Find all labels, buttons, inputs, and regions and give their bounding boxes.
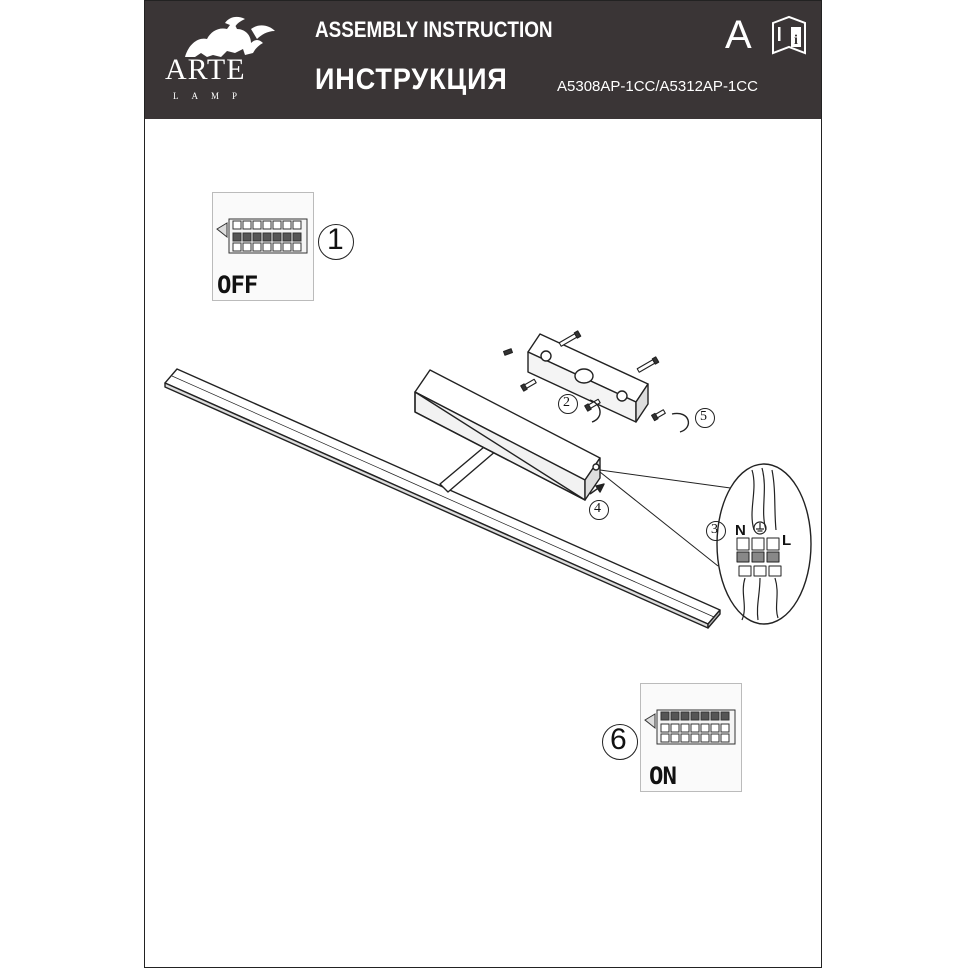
switch-on-panel [640,683,742,792]
rotate-arrow-5 [672,413,688,432]
step-6-number: 6 [610,723,627,756]
language-letter: A [725,13,752,57]
brand-wordmark: ARTE [165,53,246,86]
off-label: OFF [217,271,258,299]
model-numbers: A5308AP-1CC/A5312AP-1CC [557,78,758,95]
circuit-breaker-on-icon [641,684,741,754]
step-3-number: 3 [711,522,718,537]
step-5-number: 5 [700,409,707,424]
title-english: ASSEMBLY INSTRUCTION [315,17,553,42]
circuit-breaker-off-icon [213,193,313,263]
terminal-block [737,538,781,576]
step-1-number: 1 [327,223,344,256]
neutral-label: N [735,522,746,539]
switch-off-panel [212,192,314,301]
step-2-number: 2 [563,395,570,410]
step-4-number: 4 [594,501,601,516]
title-russian: ИНСТРУКЦИЯ [315,63,508,96]
svg-text:i: i [794,33,798,48]
ground-icon [752,520,768,536]
on-label: ON [649,762,676,790]
brand-subword: LAMP [173,91,251,101]
live-label: L [782,532,792,549]
